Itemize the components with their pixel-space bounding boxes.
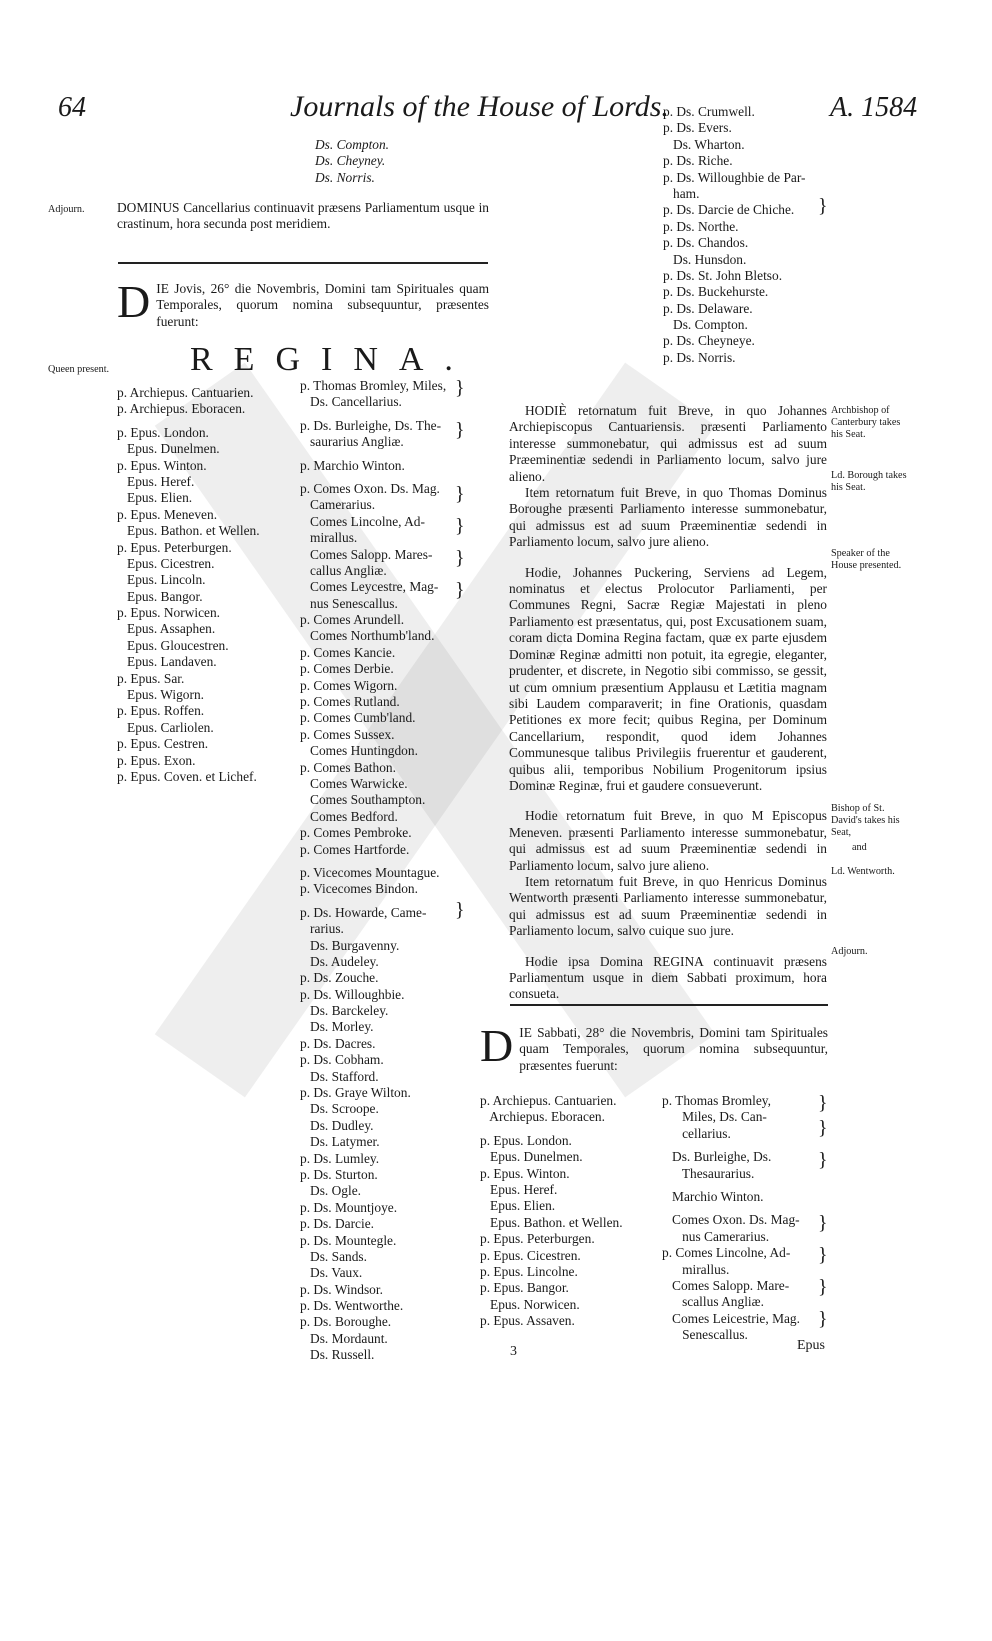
- spiritual-lord: p. Epus. Peterburgen.: [480, 1231, 595, 1247]
- session1-intro: [117, 276, 489, 330]
- proceeding-paragraph: Item retornatum fuit Breve, in quo Thomas Dominus Boroughe præsenti Parliamento interesse summonebatur, qui admissus est ad suum Præeminentiæ sedendi in Parliamento locum, salvo jure alieno.: [509, 485, 827, 550]
- temporal-lord: p. Ds. Willoughbie.: [300, 986, 405, 1002]
- temporal-lord: p. Comes Lincolne, Ad-: [662, 1245, 791, 1261]
- spiritual-lord: p. Archiepus. Eboracen.: [117, 401, 246, 417]
- margin-note: Bishop of St. David's takes his Seat,: [831, 803, 900, 838]
- temporal-lord: Ds. Burleighe, Ds.: [662, 1149, 772, 1165]
- spiritual-lord: Epus. Assaphen.: [117, 621, 216, 637]
- temporal-lord: p. Ds. Willoughbie de Par-: [663, 169, 806, 185]
- temporal-lord: Ds. Vaux.: [300, 1265, 363, 1281]
- temporal-lord: p. Ds. Zouche.: [300, 970, 379, 986]
- temporal-lord: nus Camerarius.: [662, 1228, 770, 1244]
- temporal-lord: p. Comes Rutland.: [300, 694, 400, 710]
- signature-mark: 3: [510, 1344, 517, 1359]
- spiritual-lord: p. Epus. Norwicen.: [117, 605, 221, 621]
- temporal-lord: p. Comes Kancie.: [300, 644, 396, 660]
- margin-note-and: and: [852, 842, 867, 853]
- temporal-lord: p. Ds. Howarde, Came-: [300, 904, 427, 920]
- temporal-lord: p. Ds. Windsor.: [300, 1281, 383, 1297]
- proceeding-paragraph: Hodie retornatum fuit Breve, in quo M Episcopus Meneven. præsenti Parliamento interesse summonebatur, qui admissus est ad suum Præeminentiæ sedendi in Parliamento locum, salvo jure alieno.: [509, 808, 827, 873]
- session1-intro-text: IE Jovis, 26° die Novembris, Domini tam Spirituales quam Temporales, quorum nomina subsequuntur, præsentes fuerunt:: [156, 281, 489, 329]
- drop-cap: D: [117, 276, 151, 327]
- temporal-lord: p. Thomas Bromley,: [662, 1093, 771, 1108]
- spiritual-lord: Epus. Heref.: [480, 1181, 558, 1197]
- temporal-lord: p. Comes Arundell.: [300, 612, 405, 628]
- temporal-lord: p. Ds. Cobham.: [300, 1052, 384, 1068]
- margin-note-adjourn: Adjourn.: [48, 204, 85, 215]
- catchword: Epus: [797, 1338, 825, 1353]
- temporal-lord: saurarius Angliæ.: [300, 434, 404, 450]
- session2-intro-text: IE Sabbati, 28° die Novembris, Domini tam Spirituales quam Temporales, quorum nomina subsequuntur, præsentes fuerunt:: [519, 1025, 828, 1073]
- temporal-lord: Miles, Ds. Can-: [662, 1109, 767, 1125]
- temporal-lord: p. Vicecomes Mountague.: [300, 864, 440, 880]
- temporal-lord: p. Comes Cumb'land.: [300, 710, 416, 726]
- temporal-lord: p. Comes Wigorn.: [300, 677, 398, 693]
- temporal-lord: p. Ds. Darcie de Chiche.: [663, 202, 795, 218]
- spiritual-lord: p. Epus. Peterburgen.: [117, 539, 232, 555]
- temporal-lord: p. Ds. Darcie.: [300, 1216, 374, 1232]
- temporal-lord: p. Ds. Riche.: [663, 153, 733, 169]
- spiritual-lord: Epus. Dunelmen.: [117, 441, 220, 457]
- brace: }: [818, 1244, 828, 1266]
- temporal-lord: [300, 474, 446, 481]
- page-title: Journals of the House of Lords.: [290, 90, 669, 123]
- top-name: Ds. Compton.: [315, 137, 390, 152]
- spiritual-lord: Epus. Norwicen.: [480, 1296, 580, 1312]
- spiritual-lord: p. Epus. Winton.: [480, 1165, 570, 1181]
- proceeding-paragraph: Item retornatum fuit Breve, in quo Henricus Dominus Wentworth præsenti Parliamento interesse summonebatur, qui admissus est ad suum Præeminentiæ sedendi in Parliamento locum, salvo cuique suo jure.: [509, 873, 827, 939]
- drop-cap: D: [480, 1020, 514, 1071]
- brace: }: [455, 899, 465, 921]
- margin-note: Archbishop of Canterbury takes his Seat.: [831, 405, 901, 440]
- temporal-lord: p. Ds. Graye Wilton.: [300, 1085, 411, 1101]
- temporal-lord: p. Comes Pembroke.: [300, 825, 412, 841]
- brace: }: [455, 377, 465, 399]
- temporal-lord: p. Ds. Sturton.: [300, 1166, 378, 1182]
- temporal-lord: Comes Oxon. Ds. Mag-: [662, 1212, 800, 1228]
- brace: }: [818, 1308, 828, 1330]
- session2-temporal-list: [662, 1093, 800, 1343]
- spiritual-lord: p. Epus. London.: [480, 1132, 572, 1148]
- temporal-lord: Ds. Ogle.: [300, 1183, 361, 1199]
- session2-intro: [480, 1020, 828, 1074]
- temporal-lord: p. Comes Derbie.: [300, 661, 394, 677]
- spiritual-lord: [480, 1126, 623, 1133]
- brace: }: [818, 1149, 828, 1171]
- temporal-lord: p. Thomas Bromley, Miles,: [300, 378, 447, 393]
- spiritual-lord: Epus. Cicestren.: [117, 555, 215, 571]
- temporal-lord: p. Comes Hartforde.: [300, 841, 410, 857]
- temporal-lord: Ds. Compton.: [663, 317, 748, 333]
- proceedings-paragraphs: [509, 403, 827, 1003]
- temporal-lord: p. Ds. Norris.: [663, 349, 736, 365]
- temporal-lord: [300, 898, 446, 905]
- spiritual-lord: p. Epus. London.: [117, 424, 209, 440]
- brace: }: [818, 195, 828, 217]
- temporal-lord: scallus Angliæ.: [662, 1294, 764, 1310]
- temporal-lord: p. Ds. Lumley.: [300, 1150, 380, 1166]
- spiritual-lord: p. Epus. Sar.: [117, 670, 185, 686]
- spiritual-lord: p. Epus. Winton.: [117, 457, 207, 473]
- temporal-lord: p. Ds. Boroughe.: [300, 1314, 392, 1330]
- proceeding-paragraph: Hodie ipsa Domina REGINA continuavit præsens Parliamentum usque in diem Sabbati proximum, hora consueta.: [509, 953, 827, 1002]
- temporal-lord: Marchio Winton.: [662, 1188, 764, 1204]
- spiritual-lord: p. Epus. Meneven.: [117, 506, 218, 522]
- page-year: A. 1584: [830, 92, 918, 123]
- temporal-lord: Senescallus.: [662, 1327, 748, 1343]
- spiritual-lord: p. Epus. Roffen.: [117, 703, 205, 719]
- temporal-lord: callus Angliæ.: [300, 562, 387, 578]
- temporal-lord: [300, 451, 446, 458]
- margin-note: Adjourn.: [831, 946, 868, 957]
- temporal-lord: p. Ds. St. John Bletso.: [663, 267, 783, 283]
- temporal-lord: [300, 411, 446, 418]
- brace: }: [455, 419, 465, 441]
- spiritual-lord: p. Epus. Exon.: [117, 752, 196, 768]
- spiritual-lord: p. Epus. Lincolne.: [480, 1263, 578, 1279]
- session2-spiritual-list: [480, 1093, 623, 1329]
- temporal-lord: p. Comes Bathon.: [300, 759, 396, 775]
- top-names-list: [315, 137, 389, 186]
- margin-note-queen-present: Queen present.: [48, 364, 110, 375]
- temporal-lord: p. Vicecomes Bindon.: [300, 881, 418, 897]
- temporal-lord: rarius.: [300, 921, 344, 937]
- temporal-lord: Comes Salopp. Mare-: [662, 1277, 790, 1293]
- spiritual-lord: p. Epus. Coven. et Lichef.: [117, 768, 257, 784]
- temporal-lord: Ds. Hunsdon.: [663, 251, 747, 267]
- brace: }: [818, 1092, 828, 1114]
- spiritual-lords-list: [117, 385, 260, 785]
- proceeding-paragraph: HODIÈ retornatum fuit Breve, in quo Johannes Archiepiscopus Cantuariensis. præsenti Parliamento interesse summonebatur, qui admissus est ad suum Præeminentiæ sedendi in Parliamento locum, salvo jure alieno.: [509, 403, 827, 484]
- brace: }: [455, 515, 465, 537]
- temporal-lords-list: [300, 378, 446, 1364]
- spiritual-lord: Epus. Elien.: [480, 1198, 556, 1214]
- spiritual-lord: Epus. Lincoln.: [117, 572, 206, 588]
- temporal-lord: cellarius.: [662, 1125, 731, 1141]
- spiritual-lord: Archiepus. Eboracen.: [480, 1109, 605, 1125]
- temporal-lord: Ds. Barckeley.: [300, 1003, 389, 1019]
- temporal-lord: p. Ds. Wentworthe.: [300, 1298, 404, 1314]
- temporal-lord: mirallus.: [662, 1261, 730, 1277]
- temporal-lord: p. Ds. Dacres.: [300, 1035, 376, 1051]
- spiritual-lord: Epus. Bangor.: [117, 588, 203, 604]
- temporal-lord: Camerarius.: [300, 497, 376, 513]
- temporal-lord: p. Ds. Burleighe, Ds. The-: [300, 417, 442, 433]
- temporal-lord: Ds. Stafford.: [300, 1068, 379, 1084]
- section-rule: [118, 262, 488, 264]
- temporal-lord: p. Ds. Cheyneye.: [663, 333, 755, 349]
- temporal-lord: Comes Southampton.: [300, 792, 426, 808]
- temporal-lord: Comes Bedford.: [300, 808, 398, 824]
- margin-note: Speaker of the House presented.: [831, 548, 902, 571]
- temporal-lord: Thesaurarius.: [662, 1165, 755, 1181]
- temporal-lord: Ds. Dudley.: [300, 1117, 374, 1133]
- temporal-lord: Ds. Russell.: [300, 1347, 375, 1363]
- temporal-lord: p. Ds. Evers.: [663, 120, 732, 136]
- temporal-lord: [662, 1142, 800, 1149]
- top-name: Ds. Cheyney.: [315, 153, 386, 169]
- temporal-lord: Comes Warwicke.: [300, 775, 408, 791]
- temporal-lord: Comes Leycestre, Mag-: [300, 579, 439, 595]
- temporal-lord: Ds. Cancellarius.: [300, 394, 402, 410]
- temporal-lord: Comes Lincolne, Ad-: [300, 513, 425, 529]
- page-number: 64: [58, 92, 86, 123]
- temporal-lord: Ds. Audeley.: [300, 953, 379, 969]
- temporal-lord: [662, 1205, 800, 1212]
- spiritual-lord: p. Epus. Cicestren.: [480, 1247, 581, 1263]
- temporal-lord: Comes Salopp. Mares-: [300, 546, 433, 562]
- brace: }: [455, 483, 465, 505]
- adjourn-paragraph: DOMINUS Cancellarius continuavit præsens Parliamentum usque in crastinum, hora secunda post meridiem.: [117, 200, 489, 232]
- temporal-lord: Ds. Morley.: [300, 1019, 374, 1035]
- brace: }: [818, 1117, 828, 1139]
- spiritual-lord: [117, 418, 260, 425]
- spiritual-lord: Epus. Heref.: [117, 473, 195, 489]
- brace: }: [455, 547, 465, 569]
- regina-heading: REGINA.: [190, 341, 474, 378]
- temporal-lord: Ds. Sands.: [300, 1248, 367, 1264]
- spiritual-lord: Epus. Dunelmen.: [480, 1149, 583, 1165]
- temporal-lord: Ds. Scroope.: [300, 1101, 379, 1117]
- top-name: Ds. Norris.: [315, 169, 375, 185]
- spiritual-lord: Epus. Gloucestren.: [117, 637, 229, 653]
- temporal-lord: ham.: [663, 185, 700, 201]
- temporal-lord: Comes Northumb'land.: [300, 628, 435, 644]
- temporal-lord: Ds. Burgavenny.: [300, 937, 400, 953]
- temporal-lord: mirallus.: [300, 530, 358, 546]
- brace: }: [455, 579, 465, 601]
- spiritual-lord: Epus. Bathon. et Wellen.: [480, 1214, 623, 1230]
- temporal-lord: p. Comes Sussex.: [300, 726, 395, 742]
- section-rule: [510, 1004, 828, 1006]
- spiritual-lord: Epus. Landaven.: [117, 654, 217, 670]
- spiritual-lord: p. Epus. Bangor.: [480, 1280, 569, 1296]
- proceeding-paragraph: Hodie, Johannes Puckering, Serviens ad Legem, nominatus et electus Prolocutor Parliamenti, per Communes Regni, Sacræ Regiæ Majestati in pleno Parliamento est præsentatus, qui, post Excusationem suam, coram dicta Domina Regina factam, quæ ex parte ejusdem Dominæ Reginæ admitti non potuit, ita egregie, eleganter, prudenter, et discrete, in Negotio sibi commisso, se gessit, ut cum omnium præsentium Applausu et Lætitia magnam sibi Laudem comparaverit; in fine Orationis, quasdam Petitiones ex more fecit; quibus Regina, per Dominum Cancellarium, respondit, quod idem Johannes Communesque talibus Privilegiis fruerentur et gauderent, quibus alii, temporibus Nobilium Progenitorum ipsius Dominæ Reginæ, frui et gaudere consueverunt.: [509, 564, 827, 793]
- temporal-lord: p. Ds. Northe.: [663, 218, 739, 234]
- temporal-lord: p. Ds. Mountjoye.: [300, 1199, 398, 1215]
- temporal-lord: p. Ds. Mountegle.: [300, 1232, 397, 1248]
- temporal-lord: Ds. Mordaunt.: [300, 1330, 388, 1346]
- margin-note: Ld. Borough takes his Seat.: [831, 470, 907, 493]
- temporal-lord: Ds. Latymer.: [300, 1134, 380, 1150]
- temporal-lord: [662, 1182, 800, 1189]
- spiritual-lord: p. Epus. Assaven.: [480, 1313, 575, 1329]
- temporal-lords-continued-list: [663, 104, 806, 366]
- spiritual-lord: p. Epus. Cestren.: [117, 736, 209, 752]
- spiritual-lord: Epus. Bathon. et Wellen.: [117, 523, 260, 539]
- spiritual-lord: p. Archiepus. Cantuarien.: [480, 1093, 617, 1108]
- temporal-lord: p. Comes Oxon. Ds. Mag.: [300, 480, 440, 496]
- margin-note: Ld. Wentworth.: [831, 866, 895, 877]
- brace: }: [818, 1276, 828, 1298]
- temporal-lord: p. Ds. Chandos.: [663, 235, 749, 251]
- temporal-lord: Comes Leicestrie, Mag.: [662, 1310, 800, 1326]
- temporal-lord: p. Marchio Winton.: [300, 457, 405, 473]
- spiritual-lord: Epus. Wigorn.: [117, 687, 204, 703]
- temporal-lord: Comes Huntingdon.: [300, 743, 418, 759]
- temporal-lord: nus Senescallus.: [300, 595, 398, 611]
- temporal-lord: p. Ds. Buckehurste.: [663, 284, 769, 300]
- spiritual-lord: Epus. Elien.: [117, 490, 193, 506]
- temporal-lord: Ds. Wharton.: [663, 136, 745, 152]
- spiritual-lord: Epus. Carliolen.: [117, 719, 214, 735]
- temporal-lord: p. Ds. Crumwell.: [663, 104, 755, 119]
- brace: }: [818, 1212, 828, 1234]
- spiritual-lord: p. Archiepus. Cantuarien.: [117, 385, 254, 400]
- temporal-lord: p. Ds. Delaware.: [663, 300, 753, 316]
- temporal-lord: [300, 858, 446, 865]
